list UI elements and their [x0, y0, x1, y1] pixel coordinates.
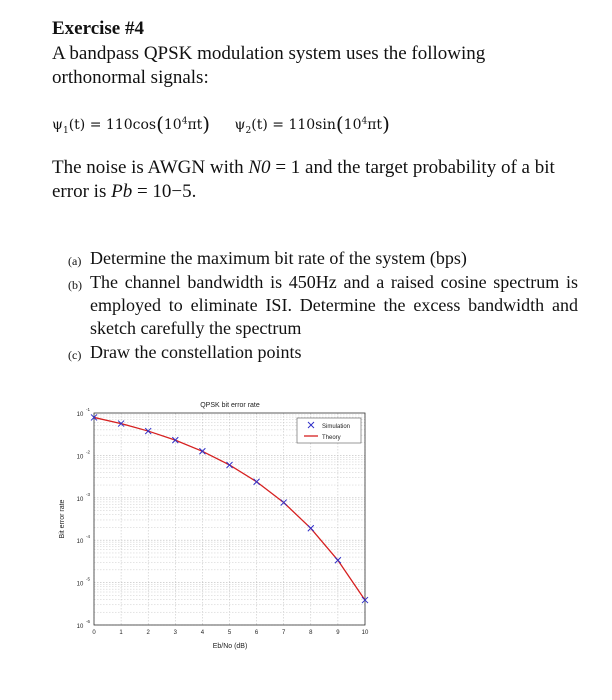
noise-n0: N0: [248, 157, 271, 178]
y-tick-label: 10: [76, 412, 84, 418]
y-axis-label: Bit error rate: [59, 499, 66, 539]
x-tick-label: 5: [227, 630, 232, 636]
ber-chart: [50, 393, 380, 663]
legend-label-simulation: Simulation: [322, 424, 351, 430]
question-b: [68, 271, 578, 340]
question-c: [68, 341, 578, 364]
open-paren: (: [335, 112, 344, 136]
x-tick-label: 3: [173, 630, 177, 636]
x-tick-label: 0: [92, 630, 96, 636]
x-ticks: [92, 630, 369, 636]
psi-symbol: ψ: [234, 117, 246, 133]
question-text: Draw the constellation points: [90, 342, 302, 362]
question-label: (b): [68, 278, 82, 292]
equation-psi2: [235, 112, 390, 136]
y-tick-label: 10: [76, 581, 84, 588]
y-tick-exponent: -6: [85, 619, 91, 624]
close-paren: ): [202, 112, 211, 136]
x-tick-label: 4: [200, 630, 205, 636]
question-text: Determine the maximum bit rate of the system (bps): [90, 248, 467, 268]
chart-title: QPSK bit error rate: [200, 402, 260, 409]
close-paren: ): [382, 112, 390, 136]
y-ticks: [77, 407, 91, 630]
intro-text: A bandpass QPSK modulation system uses the following orthonormal signals:: [52, 43, 486, 88]
y-tick-label: 10: [76, 624, 84, 630]
equation-exponent: 4: [181, 116, 188, 127]
x-tick-label: 1: [119, 630, 123, 636]
x-tick-label: 8: [309, 630, 313, 636]
exercise-title: Exercise #4: [52, 18, 144, 39]
y-tick-exponent: -5: [85, 576, 91, 582]
x-tick-label: 9: [336, 630, 340, 636]
equation-tail: πt: [367, 117, 383, 133]
equations: [52, 112, 410, 136]
noise-text: [52, 156, 582, 204]
noise-pb: Pb: [111, 181, 133, 202]
y-tick-label: 10: [76, 454, 84, 461]
noise-part3: = 10−5.: [132, 181, 197, 202]
question-list: [68, 247, 578, 365]
question-label: (a): [68, 254, 82, 268]
x-axis-label: Eb/No (dB): [212, 643, 248, 650]
question-label: (c): [68, 348, 82, 362]
equation-psi1: [52, 112, 210, 136]
noise-part2: = 1 and the target probability of a bit error is: [52, 157, 555, 202]
question-a: [68, 247, 578, 270]
legend-label-theory: Theory: [322, 435, 341, 441]
y-tick-exponent: -1: [85, 407, 91, 412]
equation-coef: 10: [163, 117, 182, 133]
legend: [297, 418, 361, 443]
equation-body: (t) = 110sin: [251, 117, 336, 133]
question-text: The channel bandwidth is 450Hz and a raised cosine spectrum is employed to eliminate ISI. Determine the excess bandwidth and sketch carefully the spectrum: [90, 272, 578, 338]
open-paren: (: [156, 112, 164, 136]
psi-subscript: 2: [245, 125, 252, 136]
equation-tail: πt: [187, 117, 203, 133]
x-tick-label: 10: [361, 630, 369, 636]
y-tick-exponent: -3: [85, 491, 91, 497]
noise-part1: The noise is AWGN with: [52, 157, 249, 178]
psi-subscript: 1: [62, 125, 69, 136]
x-tick-label: 7: [282, 630, 286, 636]
equation-coef: 10: [343, 117, 362, 133]
x-tick-label: 6: [254, 630, 259, 636]
psi-symbol: ψ: [52, 117, 63, 133]
equation-body: (t) = 110cos: [68, 117, 157, 133]
y-tick-exponent: -4: [85, 534, 91, 540]
equation-exponent: 4: [361, 116, 368, 127]
y-tick-label: 10: [76, 539, 84, 546]
y-tick-exponent: -2: [85, 449, 91, 455]
y-tick-label: 10: [76, 496, 84, 503]
x-tick-label: 2: [146, 630, 150, 636]
chart-grid: [94, 413, 365, 625]
